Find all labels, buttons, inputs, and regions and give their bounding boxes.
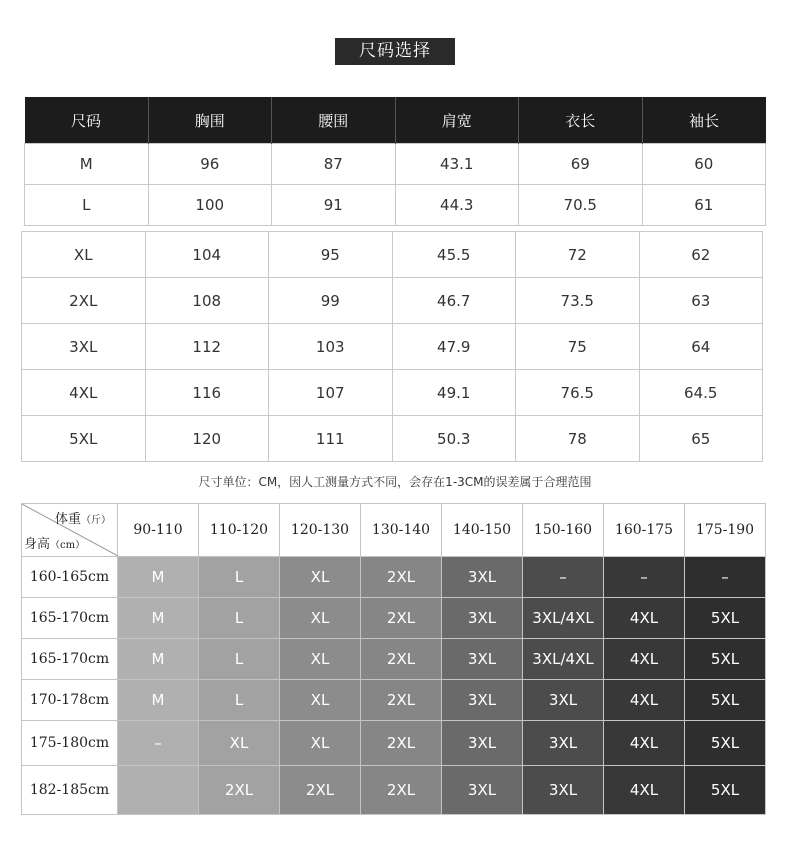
recommended-size-cell: 2XL bbox=[361, 598, 442, 639]
corner-cell bbox=[22, 504, 118, 557]
recommended-size-cell: 3XL/4XL bbox=[523, 639, 604, 680]
table-row bbox=[22, 324, 763, 370]
measurement-cell: 100 bbox=[148, 185, 272, 226]
recommended-size-cell: 3XL bbox=[442, 721, 523, 766]
measurement-cell: 69 bbox=[519, 144, 643, 185]
measurement-note: 尺寸单位：CM，因人工测量方式不同，会存在1-3CM的误差属于合理范围 bbox=[198, 475, 592, 489]
recommended-size-cell: 3XL bbox=[442, 598, 523, 639]
height-range-label: 165-170cm bbox=[22, 639, 118, 680]
table-row bbox=[22, 416, 763, 462]
recommended-size-cell: 2XL bbox=[199, 766, 280, 815]
recommended-size-cell: 2XL bbox=[361, 557, 442, 598]
recommended-size-cell: XL bbox=[280, 639, 361, 680]
column-header: 袖长 bbox=[642, 97, 766, 144]
recommended-size-cell: 5XL bbox=[685, 680, 766, 721]
measurement-cell: 45.5 bbox=[392, 232, 516, 278]
weight-range-header: 160-175 bbox=[604, 504, 685, 557]
recommended-size-cell: 2XL bbox=[280, 766, 361, 815]
weight-axis-label bbox=[55, 508, 111, 527]
weight-label: 体重 bbox=[54, 512, 81, 527]
recommended-size-cell: M bbox=[118, 680, 199, 721]
recommended-size-cell: 4XL bbox=[604, 639, 685, 680]
recommended-size-cell: 2XL bbox=[361, 766, 442, 815]
recommended-size-cell: XL bbox=[199, 721, 280, 766]
measurement-cell: 91 bbox=[272, 185, 396, 226]
measurement-cell: 50.3 bbox=[392, 416, 516, 462]
recommended-size-cell: – bbox=[523, 557, 604, 598]
recommended-size-cell: 3XL/4XL bbox=[523, 598, 604, 639]
recommended-size-cell: M bbox=[118, 639, 199, 680]
measurement-cell: 73.5 bbox=[516, 278, 640, 324]
height-axis-label bbox=[24, 533, 85, 552]
size-table-continued bbox=[21, 231, 763, 462]
recommended-size-cell: 3XL bbox=[442, 680, 523, 721]
measurement-cell: 61 bbox=[642, 185, 766, 226]
recommended-size-cell: 3XL bbox=[523, 766, 604, 815]
measurement-cell: 60 bbox=[642, 144, 766, 185]
measurement-cell: 87 bbox=[272, 144, 396, 185]
column-header: 衣长 bbox=[519, 97, 643, 144]
weight-range-header: 130-140 bbox=[361, 504, 442, 557]
size-table bbox=[24, 97, 766, 226]
table-row bbox=[22, 680, 766, 721]
measurement-cell: 96 bbox=[148, 144, 272, 185]
measurement-cell: 65 bbox=[639, 416, 763, 462]
recommended-size-cell: 3XL bbox=[523, 680, 604, 721]
recommended-size-cell: 4XL bbox=[604, 766, 685, 815]
measurement-cell: 46.7 bbox=[392, 278, 516, 324]
height-range-label: 165-170cm bbox=[22, 598, 118, 639]
recommended-size-cell: 5XL bbox=[685, 598, 766, 639]
measurement-cell: 116 bbox=[145, 370, 269, 416]
recommended-size-cell bbox=[118, 766, 199, 815]
recommended-size-cell: XL bbox=[280, 680, 361, 721]
height-range-label: 170-178cm bbox=[22, 680, 118, 721]
measurement-cell: 111 bbox=[269, 416, 393, 462]
recommended-size-cell: 3XL bbox=[442, 766, 523, 815]
recommended-size-cell: – bbox=[118, 721, 199, 766]
recommended-size-cell: 4XL bbox=[604, 598, 685, 639]
height-range-label: 175-180cm bbox=[22, 721, 118, 766]
recommended-size-cell: 2XL bbox=[361, 680, 442, 721]
measurement-cell: 72 bbox=[516, 232, 640, 278]
measurement-cell: 47.9 bbox=[392, 324, 516, 370]
recommended-size-cell: M bbox=[118, 557, 199, 598]
measurement-cell: 103 bbox=[269, 324, 393, 370]
recommended-size-cell: L bbox=[199, 557, 280, 598]
recommended-size-cell: L bbox=[199, 639, 280, 680]
measurement-cell: 64 bbox=[639, 324, 763, 370]
size-recommendation-table bbox=[21, 503, 766, 815]
weight-range-header: 150-160 bbox=[523, 504, 604, 557]
size-cell: L bbox=[25, 185, 149, 226]
measurement-cell: 120 bbox=[145, 416, 269, 462]
table-row bbox=[22, 639, 766, 680]
table-row bbox=[22, 370, 763, 416]
recommended-size-cell: XL bbox=[280, 721, 361, 766]
table-row bbox=[22, 766, 766, 815]
recommended-size-cell: – bbox=[685, 557, 766, 598]
measurement-cell: 49.1 bbox=[392, 370, 516, 416]
measurement-cell: 64.5 bbox=[639, 370, 763, 416]
size-cell: 4XL bbox=[22, 370, 146, 416]
measurement-cell: 44.3 bbox=[395, 185, 519, 226]
recommended-size-cell: M bbox=[118, 598, 199, 639]
measurement-cell: 107 bbox=[269, 370, 393, 416]
measurement-cell: 95 bbox=[269, 232, 393, 278]
measurement-cell: 63 bbox=[639, 278, 763, 324]
column-header: 胸围 bbox=[148, 97, 272, 144]
recommended-size-cell: 4XL bbox=[604, 680, 685, 721]
size-cell: 5XL bbox=[22, 416, 146, 462]
height-range-label: 160-165cm bbox=[22, 557, 118, 598]
measurement-cell: 78 bbox=[516, 416, 640, 462]
measurement-cell: 43.1 bbox=[395, 144, 519, 185]
table-row bbox=[22, 721, 766, 766]
measurement-cell: 76.5 bbox=[516, 370, 640, 416]
measurement-cell: 112 bbox=[145, 324, 269, 370]
recommended-size-cell: 3XL bbox=[523, 721, 604, 766]
recommended-size-cell: 5XL bbox=[685, 766, 766, 815]
column-header: 腰围 bbox=[272, 97, 396, 144]
recommended-size-cell: 4XL bbox=[604, 721, 685, 766]
size-cell: M bbox=[25, 144, 149, 185]
recommended-size-cell: L bbox=[199, 680, 280, 721]
table-row bbox=[22, 232, 763, 278]
size-cell: 2XL bbox=[22, 278, 146, 324]
weight-range-header: 175-190 bbox=[685, 504, 766, 557]
table-row bbox=[22, 598, 766, 639]
weight-unit: （斤） bbox=[81, 515, 111, 526]
size-table-header bbox=[25, 97, 766, 144]
size-cell: 3XL bbox=[22, 324, 146, 370]
recommended-size-cell: 2XL bbox=[361, 639, 442, 680]
weight-range-header: 90-110 bbox=[118, 504, 199, 557]
recommended-size-cell: 3XL bbox=[442, 639, 523, 680]
weight-range-header: 120-130 bbox=[280, 504, 361, 557]
size-cell: XL bbox=[22, 232, 146, 278]
table-row bbox=[25, 144, 766, 185]
measurement-cell: 75 bbox=[516, 324, 640, 370]
height-label: 身高 bbox=[24, 537, 51, 552]
recommended-size-cell: 2XL bbox=[361, 721, 442, 766]
page-title: 尺码选择 bbox=[335, 38, 455, 65]
height-unit: （cm） bbox=[50, 540, 86, 551]
weight-range-header: 140-150 bbox=[442, 504, 523, 557]
weight-header-row bbox=[22, 504, 766, 557]
measurement-cell: 104 bbox=[145, 232, 269, 278]
recommended-size-cell: – bbox=[604, 557, 685, 598]
recommended-size-cell: 5XL bbox=[685, 721, 766, 766]
column-header: 尺码 bbox=[25, 97, 149, 144]
recommended-size-cell: XL bbox=[280, 598, 361, 639]
measurement-cell: 99 bbox=[269, 278, 393, 324]
recommended-size-cell: L bbox=[199, 598, 280, 639]
table-row bbox=[22, 278, 763, 324]
height-range-label: 182-185cm bbox=[22, 766, 118, 815]
recommended-size-cell: 3XL bbox=[442, 557, 523, 598]
recommended-size-cell: 5XL bbox=[685, 639, 766, 680]
weight-range-header: 110-120 bbox=[199, 504, 280, 557]
measurement-cell: 70.5 bbox=[519, 185, 643, 226]
measurement-cell: 108 bbox=[145, 278, 269, 324]
recommended-size-cell: XL bbox=[280, 557, 361, 598]
table-row bbox=[22, 557, 766, 598]
measurement-cell: 62 bbox=[639, 232, 763, 278]
column-header: 肩宽 bbox=[395, 97, 519, 144]
table-row bbox=[25, 185, 766, 226]
